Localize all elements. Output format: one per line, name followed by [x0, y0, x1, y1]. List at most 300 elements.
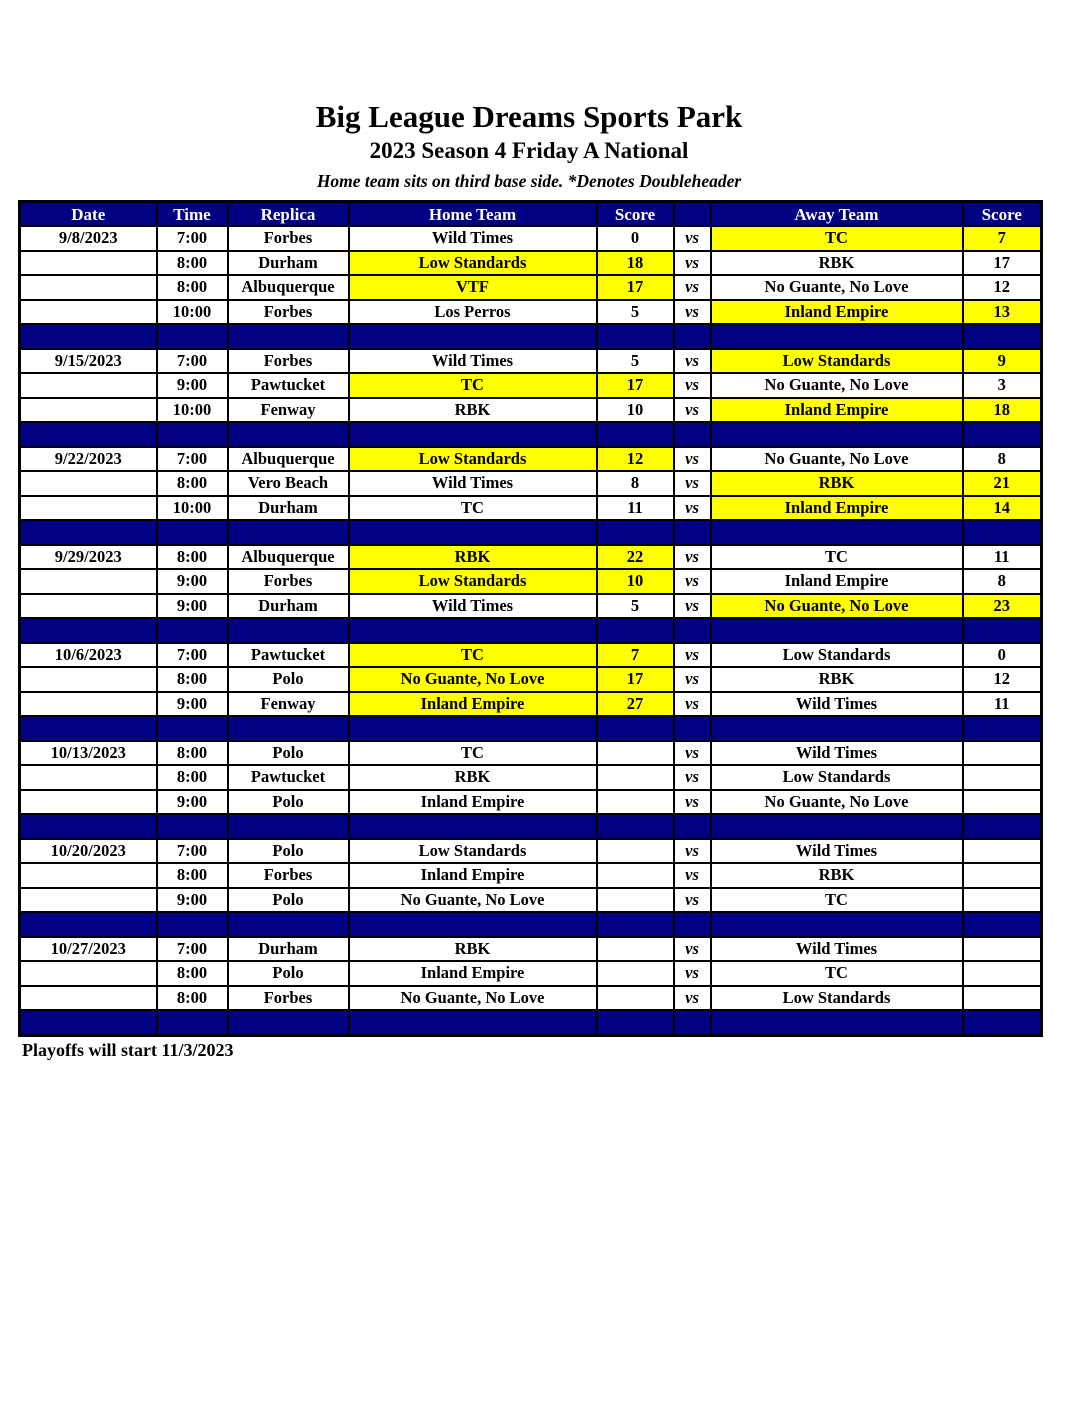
table-row: [20, 300, 1042, 325]
separator-cell: [228, 814, 349, 839]
date-cell: [20, 692, 157, 717]
table-row: [20, 398, 1042, 423]
away-team-cell: Low Standards: [711, 986, 963, 1011]
replica-cell: Albuquerque: [228, 545, 349, 570]
time-cell: 7:00: [157, 447, 228, 472]
separator-cell: [157, 618, 228, 643]
date-cell: [20, 765, 157, 790]
home-team-cell: No Guante, No Love: [349, 888, 597, 913]
replica-cell: Fenway: [228, 692, 349, 717]
table-row: [20, 447, 1042, 472]
replica-cell: Polo: [228, 961, 349, 986]
page-title: Big League Dreams Sports Park: [315, 99, 743, 134]
replica-cell: Albuquerque: [228, 447, 349, 472]
separator-cell: [597, 716, 674, 741]
vs-cell: vs: [674, 275, 711, 300]
separator-cell: [157, 422, 228, 447]
replica-cell: Polo: [228, 888, 349, 913]
vs-cell: vs: [674, 251, 711, 276]
home-score-cell: [597, 765, 674, 790]
header-away-score: Score: [963, 201, 1042, 226]
time-cell: 7:00: [157, 349, 228, 374]
away-team-cell: TC: [711, 226, 963, 251]
date-cell: [20, 961, 157, 986]
away-team-cell: Inland Empire: [711, 496, 963, 521]
separator-cell: [963, 814, 1042, 839]
table-row: [20, 986, 1042, 1011]
time-cell: 8:00: [157, 961, 228, 986]
replica-cell: Forbes: [228, 986, 349, 1011]
away-score-cell: 13: [963, 300, 1042, 325]
home-team-cell: Wild Times: [349, 349, 597, 374]
separator-row: [20, 912, 1042, 937]
home-score-cell: 22: [597, 545, 674, 570]
separator-cell: [228, 716, 349, 741]
separator-cell: [597, 422, 674, 447]
time-cell: 8:00: [157, 471, 228, 496]
separator-cell: [228, 618, 349, 643]
separator-cell: [157, 814, 228, 839]
home-score-cell: 17: [597, 275, 674, 300]
vs-cell: vs: [674, 888, 711, 913]
time-cell: 9:00: [157, 888, 228, 913]
schedule-header: [20, 201, 1042, 226]
replica-cell: Polo: [228, 790, 349, 815]
away-team-cell: Inland Empire: [711, 398, 963, 423]
date-cell: [20, 251, 157, 276]
away-score-cell: 7: [963, 226, 1042, 251]
separator-row: [20, 324, 1042, 349]
separator-cell: [20, 814, 157, 839]
separator-row: [20, 1010, 1042, 1035]
home-team-cell: RBK: [349, 765, 597, 790]
away-team-cell: No Guante, No Love: [711, 275, 963, 300]
separator-cell: [674, 324, 711, 349]
replica-cell: Pawtucket: [228, 643, 349, 668]
time-cell: 7:00: [157, 839, 228, 864]
date-cell: [20, 300, 157, 325]
home-score-cell: [597, 839, 674, 864]
separator-cell: [963, 324, 1042, 349]
home-score-cell: [597, 741, 674, 766]
home-score-cell: [597, 863, 674, 888]
vs-cell: vs: [674, 471, 711, 496]
away-team-cell: Low Standards: [711, 643, 963, 668]
date-cell: [20, 373, 157, 398]
away-score-cell: 8: [963, 447, 1042, 472]
away-score-cell: 14: [963, 496, 1042, 521]
page-heading: [18, 98, 1040, 191]
vs-cell: vs: [674, 569, 711, 594]
header-date: Date: [20, 201, 157, 226]
home-team-cell: Inland Empire: [349, 790, 597, 815]
home-team-cell: Los Perros: [349, 300, 597, 325]
vs-cell: vs: [674, 937, 711, 962]
separator-cell: [963, 1010, 1042, 1035]
replica-cell: Durham: [228, 594, 349, 619]
separator-cell: [20, 520, 157, 545]
replica-cell: Pawtucket: [228, 373, 349, 398]
replica-cell: Albuquerque: [228, 275, 349, 300]
separator-row: [20, 520, 1042, 545]
home-score-cell: 10: [597, 569, 674, 594]
schedule-body: [20, 226, 1042, 1035]
separator-cell: [20, 324, 157, 349]
away-score-cell: [963, 863, 1042, 888]
separator-cell: [349, 716, 597, 741]
date-cell: [20, 986, 157, 1011]
away-team-cell: Wild Times: [711, 937, 963, 962]
away-score-cell: 3: [963, 373, 1042, 398]
home-score-cell: 11: [597, 496, 674, 521]
vs-cell: vs: [674, 863, 711, 888]
table-row: [20, 349, 1042, 374]
away-team-cell: RBK: [711, 251, 963, 276]
home-score-cell: 5: [597, 300, 674, 325]
table-row: [20, 471, 1042, 496]
table-row: [20, 226, 1042, 251]
away-team-cell: Inland Empire: [711, 300, 963, 325]
time-cell: 9:00: [157, 569, 228, 594]
table-row: [20, 888, 1042, 913]
separator-cell: [157, 716, 228, 741]
away-score-cell: 21: [963, 471, 1042, 496]
vs-cell: vs: [674, 741, 711, 766]
away-score-cell: 12: [963, 275, 1042, 300]
replica-cell: Polo: [228, 741, 349, 766]
home-team-cell: Wild Times: [349, 471, 597, 496]
separator-cell: [674, 912, 711, 937]
vs-cell: vs: [674, 373, 711, 398]
home-score-cell: 12: [597, 447, 674, 472]
header-replica: Replica: [228, 201, 349, 226]
table-row: [20, 741, 1042, 766]
home-team-cell: Inland Empire: [349, 692, 597, 717]
table-row: [20, 790, 1042, 815]
time-cell: 9:00: [157, 692, 228, 717]
table-row: [20, 839, 1042, 864]
away-score-cell: [963, 937, 1042, 962]
separator-row: [20, 716, 1042, 741]
replica-cell: Vero Beach: [228, 471, 349, 496]
home-team-cell: VTF: [349, 275, 597, 300]
date-cell: [20, 496, 157, 521]
away-team-cell: TC: [711, 961, 963, 986]
separator-cell: [711, 618, 963, 643]
header-row: [20, 201, 1042, 226]
separator-cell: [674, 520, 711, 545]
header-time: Time: [157, 201, 228, 226]
home-team-cell: RBK: [349, 545, 597, 570]
table-row: [20, 937, 1042, 962]
separator-cell: [963, 618, 1042, 643]
time-cell: 8:00: [157, 251, 228, 276]
home-score-cell: [597, 937, 674, 962]
vs-cell: vs: [674, 667, 711, 692]
table-row: [20, 643, 1042, 668]
replica-cell: Forbes: [228, 863, 349, 888]
time-cell: 8:00: [157, 545, 228, 570]
separator-row: [20, 618, 1042, 643]
home-score-cell: 5: [597, 349, 674, 374]
table-row: [20, 275, 1042, 300]
time-cell: 9:00: [157, 594, 228, 619]
replica-cell: Fenway: [228, 398, 349, 423]
separator-cell: [711, 716, 963, 741]
date-cell: 9/29/2023: [20, 545, 157, 570]
separator-cell: [228, 422, 349, 447]
date-cell: 10/13/2023: [20, 741, 157, 766]
date-cell: 10/20/2023: [20, 839, 157, 864]
separator-cell: [20, 912, 157, 937]
away-team-cell: RBK: [711, 667, 963, 692]
replica-cell: Durham: [228, 937, 349, 962]
separator-cell: [963, 422, 1042, 447]
separator-cell: [597, 520, 674, 545]
time-cell: 7:00: [157, 226, 228, 251]
separator-cell: [157, 520, 228, 545]
home-score-cell: 7: [597, 643, 674, 668]
away-score-cell: [963, 888, 1042, 913]
separator-cell: [963, 716, 1042, 741]
home-team-cell: Inland Empire: [349, 863, 597, 888]
away-team-cell: No Guante, No Love: [711, 790, 963, 815]
away-team-cell: No Guante, No Love: [711, 447, 963, 472]
home-team-cell: Wild Times: [349, 594, 597, 619]
header-away-team: Away Team: [711, 201, 963, 226]
time-cell: 10:00: [157, 398, 228, 423]
table-row: [20, 594, 1042, 619]
playoffs-note: Playoffs will start 11/3/2023: [22, 1039, 234, 1060]
vs-cell: vs: [674, 961, 711, 986]
separator-cell: [349, 1010, 597, 1035]
away-score-cell: [963, 765, 1042, 790]
separator-cell: [674, 422, 711, 447]
away-team-cell: RBK: [711, 863, 963, 888]
separator-cell: [597, 912, 674, 937]
separator-cell: [157, 912, 228, 937]
away-score-cell: 11: [963, 545, 1042, 570]
replica-cell: Forbes: [228, 569, 349, 594]
separator-cell: [597, 618, 674, 643]
separator-row: [20, 814, 1042, 839]
home-score-cell: [597, 961, 674, 986]
vs-cell: vs: [674, 447, 711, 472]
separator-row: [20, 422, 1042, 447]
home-score-cell: 10: [597, 398, 674, 423]
away-score-cell: [963, 839, 1042, 864]
vs-cell: vs: [674, 790, 711, 815]
home-score-cell: [597, 986, 674, 1011]
separator-cell: [349, 422, 597, 447]
separator-cell: [674, 1010, 711, 1035]
away-team-cell: Low Standards: [711, 765, 963, 790]
header-home-score: Score: [597, 201, 674, 226]
separator-cell: [674, 618, 711, 643]
separator-cell: [228, 324, 349, 349]
time-cell: 8:00: [157, 667, 228, 692]
home-score-cell: 18: [597, 251, 674, 276]
separator-cell: [963, 520, 1042, 545]
separator-cell: [349, 324, 597, 349]
home-team-cell: Low Standards: [349, 839, 597, 864]
separator-cell: [20, 422, 157, 447]
date-cell: 10/6/2023: [20, 643, 157, 668]
date-cell: [20, 275, 157, 300]
home-score-cell: 5: [597, 594, 674, 619]
time-cell: 7:00: [157, 643, 228, 668]
home-score-cell: [597, 790, 674, 815]
date-cell: [20, 471, 157, 496]
time-cell: 8:00: [157, 765, 228, 790]
date-cell: 9/22/2023: [20, 447, 157, 472]
separator-cell: [20, 1010, 157, 1035]
vs-cell: vs: [674, 398, 711, 423]
time-cell: 10:00: [157, 496, 228, 521]
home-team-cell: Low Standards: [349, 447, 597, 472]
away-team-cell: TC: [711, 545, 963, 570]
separator-cell: [228, 1010, 349, 1035]
home-score-cell: [597, 888, 674, 913]
time-cell: 8:00: [157, 741, 228, 766]
separator-cell: [674, 716, 711, 741]
table-row: [20, 373, 1042, 398]
replica-cell: Polo: [228, 667, 349, 692]
date-cell: 9/15/2023: [20, 349, 157, 374]
home-team-cell: No Guante, No Love: [349, 667, 597, 692]
vs-cell: vs: [674, 226, 711, 251]
date-cell: [20, 398, 157, 423]
replica-cell: Polo: [228, 839, 349, 864]
away-score-cell: 17: [963, 251, 1042, 276]
vs-cell: vs: [674, 594, 711, 619]
away-team-cell: RBK: [711, 471, 963, 496]
home-team-cell: No Guante, No Love: [349, 986, 597, 1011]
separator-cell: [674, 814, 711, 839]
away-team-cell: TC: [711, 888, 963, 913]
home-team-cell: TC: [349, 741, 597, 766]
away-team-cell: No Guante, No Love: [711, 373, 963, 398]
away-team-cell: Inland Empire: [711, 569, 963, 594]
vs-cell: vs: [674, 692, 711, 717]
home-team-cell: TC: [349, 373, 597, 398]
home-team-cell: RBK: [349, 398, 597, 423]
separator-cell: [349, 814, 597, 839]
date-cell: 9/8/2023: [20, 226, 157, 251]
separator-cell: [711, 814, 963, 839]
home-score-cell: 0: [597, 226, 674, 251]
separator-cell: [228, 912, 349, 937]
table-row: [20, 251, 1042, 276]
away-score-cell: 12: [963, 667, 1042, 692]
header-home-team: Home Team: [349, 201, 597, 226]
home-score-cell: 17: [597, 667, 674, 692]
replica-cell: Pawtucket: [228, 765, 349, 790]
vs-cell: vs: [674, 765, 711, 790]
separator-cell: [597, 814, 674, 839]
away-team-cell: Wild Times: [711, 741, 963, 766]
time-cell: 9:00: [157, 790, 228, 815]
away-score-cell: 18: [963, 398, 1042, 423]
time-cell: 8:00: [157, 863, 228, 888]
table-row: [20, 667, 1042, 692]
home-team-cell: Wild Times: [349, 226, 597, 251]
separator-cell: [349, 912, 597, 937]
replica-cell: Forbes: [228, 349, 349, 374]
separator-cell: [963, 912, 1042, 937]
home-team-cell: TC: [349, 643, 597, 668]
table-row: [20, 863, 1042, 888]
separator-cell: [157, 1010, 228, 1035]
table-row: [20, 961, 1042, 986]
away-score-cell: [963, 986, 1042, 1011]
away-score-cell: [963, 961, 1042, 986]
away-team-cell: Low Standards: [711, 349, 963, 374]
separator-cell: [711, 1010, 963, 1035]
home-score-cell: 8: [597, 471, 674, 496]
date-cell: [20, 863, 157, 888]
vs-cell: vs: [674, 643, 711, 668]
separator-cell: [20, 716, 157, 741]
table-row: [20, 692, 1042, 717]
away-score-cell: 11: [963, 692, 1042, 717]
home-score-cell: 17: [597, 373, 674, 398]
vs-cell: vs: [674, 496, 711, 521]
replica-cell: Forbes: [228, 226, 349, 251]
away-score-cell: 0: [963, 643, 1042, 668]
date-cell: [20, 888, 157, 913]
date-cell: [20, 569, 157, 594]
date-cell: [20, 594, 157, 619]
time-cell: 9:00: [157, 373, 228, 398]
separator-cell: [711, 520, 963, 545]
time-cell: 10:00: [157, 300, 228, 325]
vs-cell: vs: [674, 300, 711, 325]
vs-cell: vs: [674, 545, 711, 570]
separator-cell: [228, 520, 349, 545]
away-score-cell: [963, 790, 1042, 815]
separator-cell: [20, 618, 157, 643]
separator-cell: [711, 324, 963, 349]
table-row: [20, 569, 1042, 594]
table-row: [20, 496, 1042, 521]
date-cell: [20, 790, 157, 815]
time-cell: 8:00: [157, 986, 228, 1011]
away-score-cell: 8: [963, 569, 1042, 594]
table-row: [20, 765, 1042, 790]
date-cell: [20, 667, 157, 692]
separator-cell: [711, 912, 963, 937]
home-team-cell: Low Standards: [349, 251, 597, 276]
home-score-cell: 27: [597, 692, 674, 717]
replica-cell: Durham: [228, 251, 349, 276]
vs-cell: vs: [674, 839, 711, 864]
date-cell: 10/27/2023: [20, 937, 157, 962]
home-team-cell: TC: [349, 496, 597, 521]
replica-cell: Forbes: [228, 300, 349, 325]
away-team-cell: Wild Times: [711, 692, 963, 717]
away-score-cell: 9: [963, 349, 1042, 374]
away-team-cell: Wild Times: [711, 839, 963, 864]
header-vs-spacer: [674, 201, 711, 226]
home-team-note: Home team sits on third base side. *Denotes Doubleheader: [316, 170, 742, 191]
home-team-cell: Low Standards: [349, 569, 597, 594]
vs-cell: vs: [674, 349, 711, 374]
table-row: [20, 545, 1042, 570]
time-cell: 8:00: [157, 275, 228, 300]
separator-cell: [597, 1010, 674, 1035]
time-cell: 7:00: [157, 937, 228, 962]
